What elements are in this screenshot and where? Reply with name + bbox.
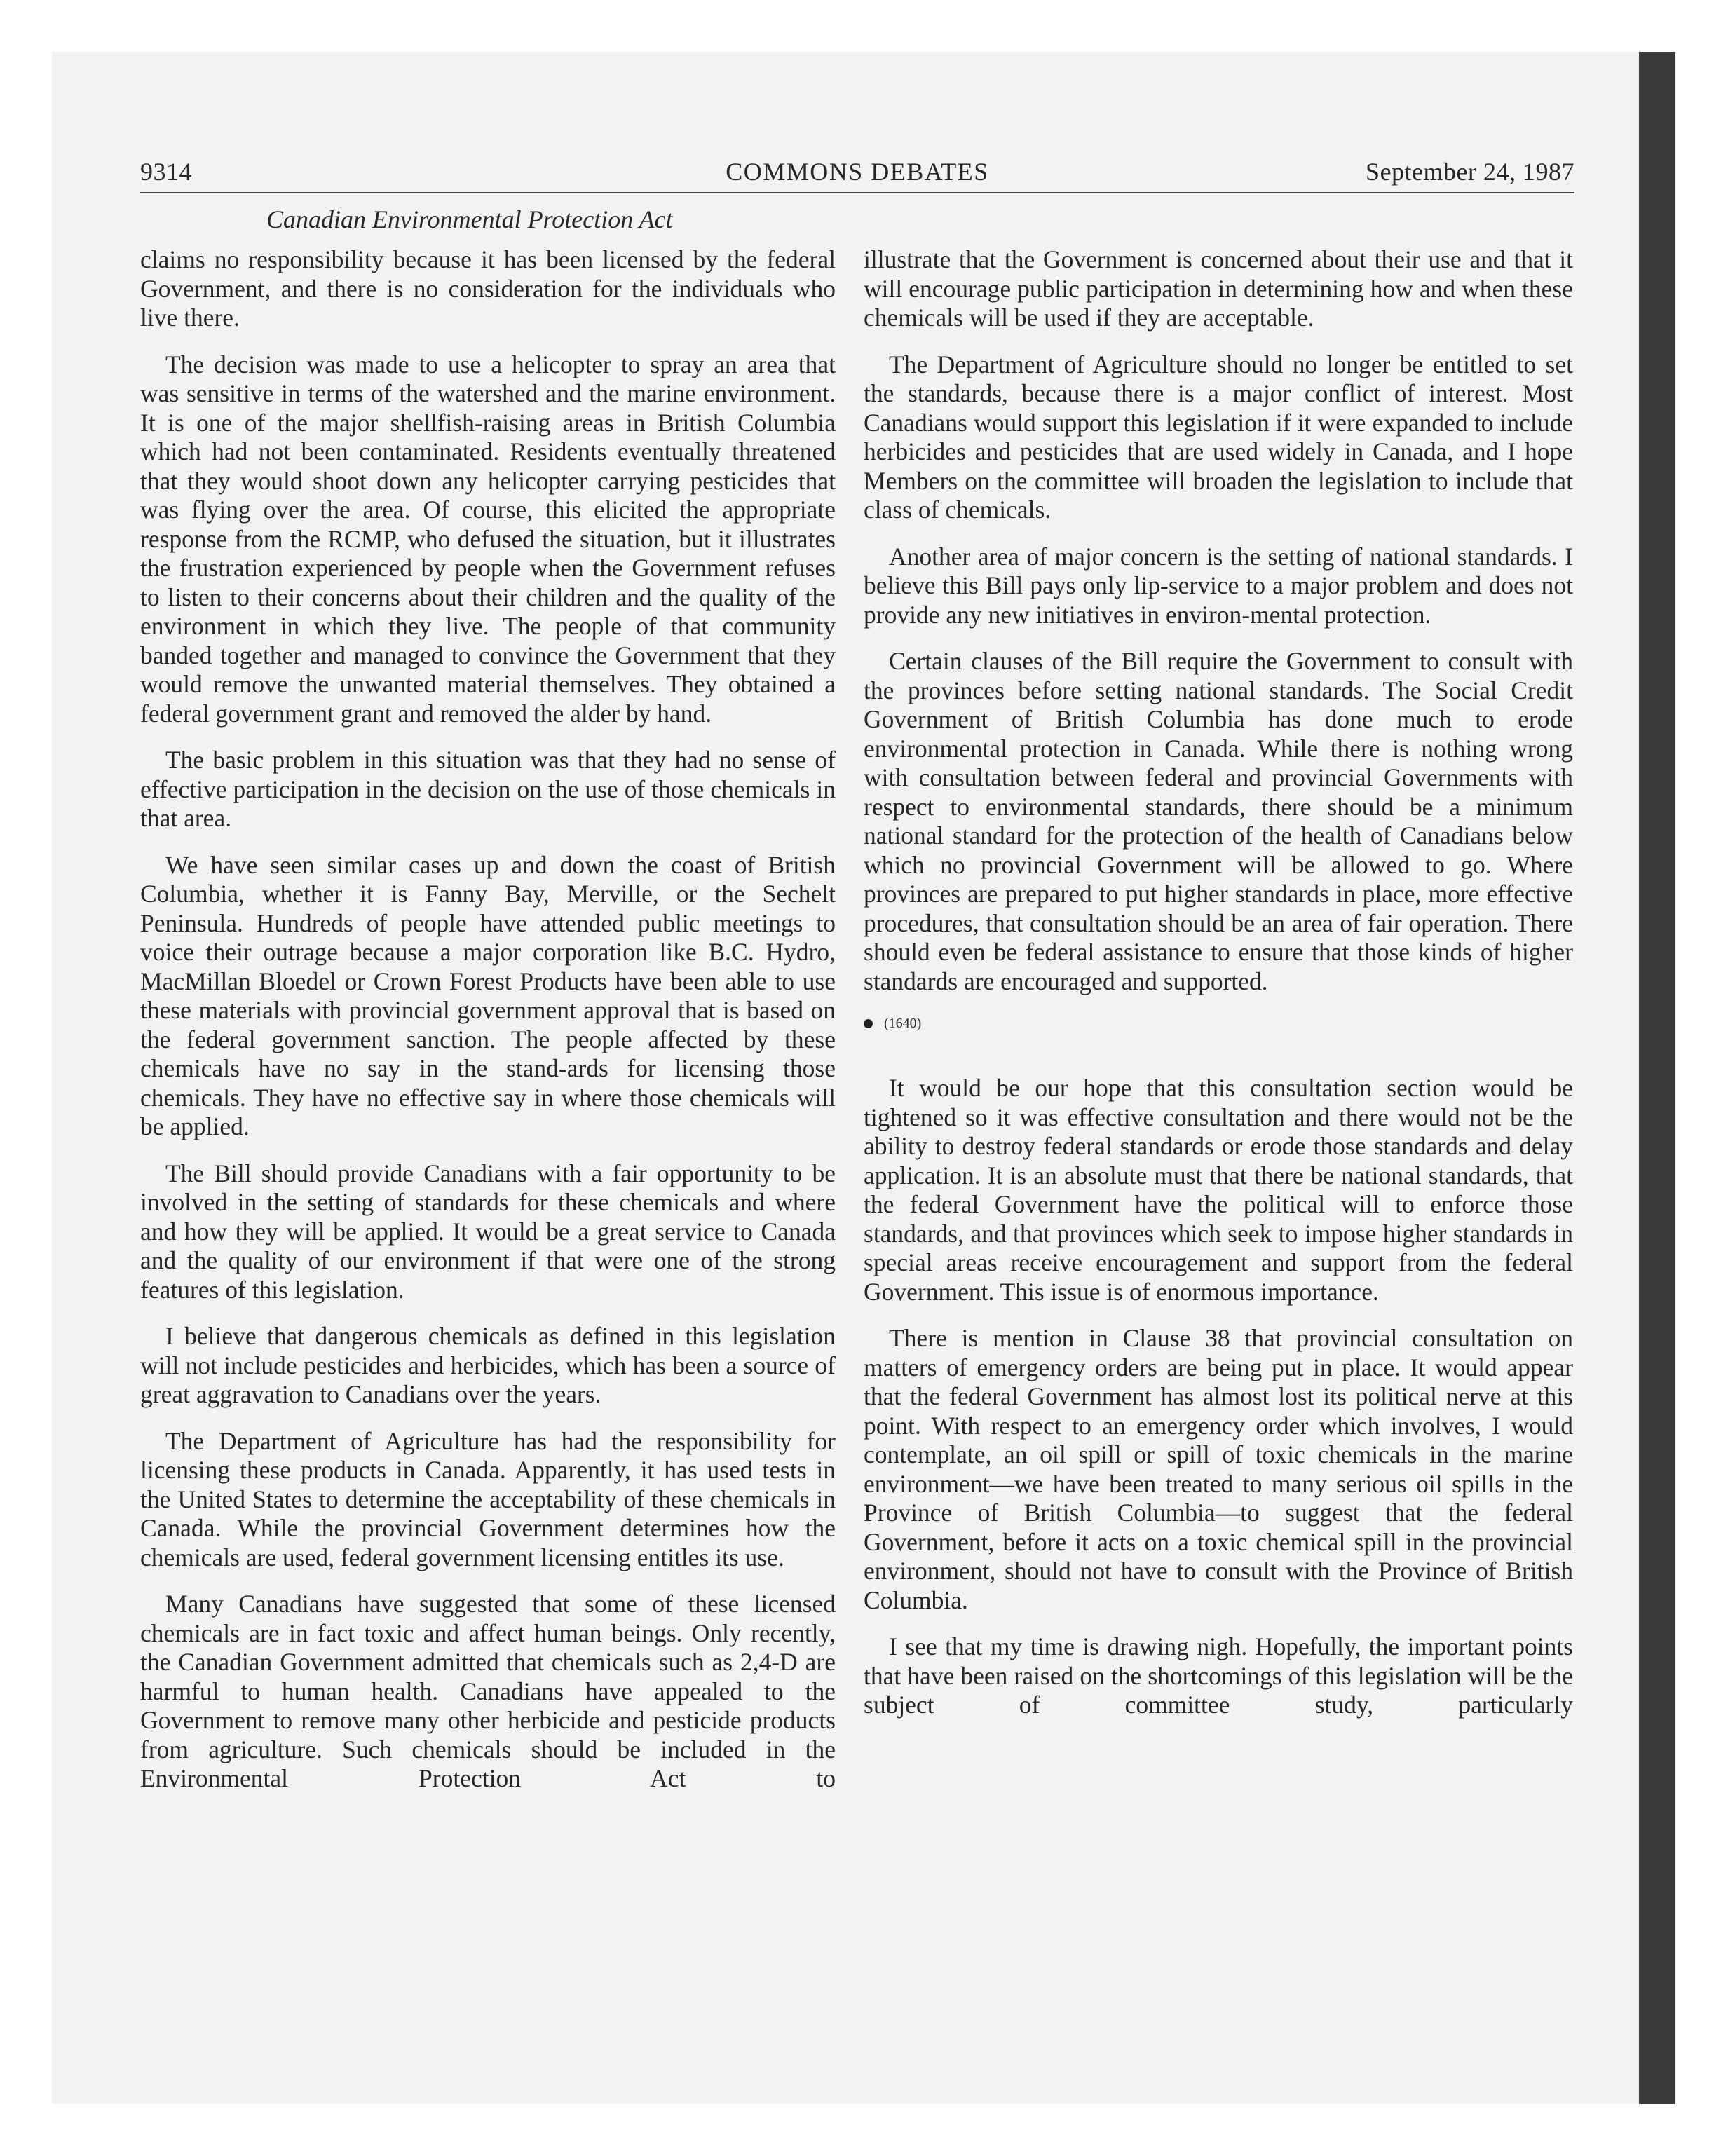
- paragraph: Many Canadians have suggested that some of these licensed chemicals are in fact toxic and affect human beings. Only recently, the Canadian Government admitted that chemicals such as 2,4-D are harmful to human health. Canadians have appealed to the Government to remove many other herbicide and pesticide products from agriculture. Such chemicals should be included in the Environmental Protection Act to: [140, 1590, 836, 1792]
- section-subtitle: Canadian Environmental Protection Act: [266, 205, 673, 233]
- paragraph: The basic problem in this situation was that they had no sense of effective participation in the decision on the use of those chemicals in that area.: [140, 746, 836, 832]
- paragraph: There is mention in Clause 38 that provincial consultation on matters of emergency orders are being put in place. It would appear that the federal Government has almost lost its political nerve at this point. With respect to an emergency order which involves, I would contemplate, an oil spill or spill of toxic chemicals in the marine environment—we have been treated to many serious oil spills in the Province of British Columbia—to suggest that the federal Government, before it acts on a toxic chemical spill in the provincial environment, should not have to consult with the Province of British Columbia.: [864, 1324, 1573, 1614]
- page-edge-shadow: [1639, 52, 1675, 2104]
- header-date: September 24, 1987: [1366, 158, 1574, 186]
- paragraph: claims no responsibility because it has been licensed by the federal Government, and there is no consideration for the individuals who live there.: [140, 245, 836, 332]
- paragraph: It would be our hope that this consultation section would be tightened so it was effective consultation and there would not be the ability to destroy federal standards or erode those standards and delay application. It is an absolute must that there be national standards, that the federal Government have the political will to enforce those standards, and that provinces which seek to impose higher standards in special areas receive encouragement and support from the federal Government. This issue is of enormous importance.: [864, 1074, 1573, 1306]
- paragraph: The Department of Agriculture should no longer be entitled to set the standards, because there is a major conflict of interest. Most Canadians would support this legislation if it were expanded to include herbicides and pesticides that are used widely in Canada, and I hope Members on the committee will broaden the legislation to include that class of chemicals.: [864, 350, 1573, 524]
- running-header: [140, 156, 1574, 193]
- paragraph: The decision was made to use a helicopter to spray an area that was sensitive in terms of the watershed and the marine environment. It is one of the major shellfish-raising areas in British Columbia which had not been contaminated. Residents eventually threatened that they would shoot down any helicopter carrying pesticides that was flying over the area. Of course, this elicited the appropriate response from the RCMP, who defused the situation, but it illustrates the frustration experienced by people when the Government refuses to listen to their concerns about their children and the quality of the environment in which they live. The people of that community banded together and managed to convince the Government that they would remove the unwanted material themselves. They obtained a federal government grant and removed the alder by hand.: [140, 350, 836, 728]
- publication-title: COMMONS DEBATES: [726, 158, 989, 186]
- paragraph: I see that my time is drawing nigh. Hopefully, the important points that have been raised on the shortcomings of this legislation will be the subject of committee study, particularly: [864, 1632, 1573, 1719]
- paragraph: illustrate that the Government is concerned about their use and that it will encourage public participation in determining how and when these chemicals will be used if they are acceptable.: [864, 245, 1573, 332]
- paragraph: Certain clauses of the Bill require the Government to consult with the provinces before setting national standards. The Social Credit Government of British Columbia has done much to erode environmental protection in Canada. While there is nothing wrong with consultation between federal and provincial Governments with respect to environmental standards, there should be a minimum national standard for the protection of the health of Canadians below which no provincial Government will be allowed to go. Where provinces are prepared to put higher standards in place, more effective procedures, that consultation should be an area of fair operation. There should even be federal assistance to ensure that those kinds of higher standards are encouraged and supported.: [864, 647, 1573, 995]
- paragraph: The Bill should provide Canadians with a fair opportunity to be involved in the setting of standards for these chemicals and where and how they will be applied. It would be a great service to Canada and the quality of our environment if that were one of the strong features of this legislation.: [140, 1159, 836, 1304]
- time-marker: [864, 1014, 1573, 1033]
- time-marker-label: (1640): [884, 1016, 922, 1031]
- left-column: [140, 245, 836, 1794]
- bullet-dot-icon: [864, 1019, 873, 1028]
- right-column: [864, 245, 1573, 1720]
- paragraph: Another area of major concern is the setting of national standards. I believe this Bill pays only lip-service to a major problem and does not provide any new initiatives in environ-mental protection.: [864, 542, 1573, 629]
- paragraph: We have seen similar cases up and down the coast of British Columbia, whether it is Fanny Bay, Merville, or the Sechelt Peninsula. Hundreds of people have attended public meetings to voice their outrage because a major corporation like B.C. Hydro, MacMillan Bloedel or Crown Forest Products have been able to use these materials with provincial government approval that is based on the federal government sanction. The people affected by these chemicals have no say in the stand-ards for licensing those chemicals. They have no effective say in where those chemicals will be applied.: [140, 850, 836, 1140]
- paragraph: The Department of Agriculture has had the responsibility for licensing these products in Canada. Apparently, it has used tests in the United States to determine the acceptability of these chemicals in Canada. While the provincial Government determines how the chemicals are used, federal government licensing entitles its use.: [140, 1426, 836, 1571]
- paragraph: I believe that dangerous chemicals as defined in this legislation will not include pesticides and herbicides, which has been a source of great aggravation to Canadians over the years.: [140, 1322, 836, 1408]
- page-number: 9314: [140, 158, 192, 186]
